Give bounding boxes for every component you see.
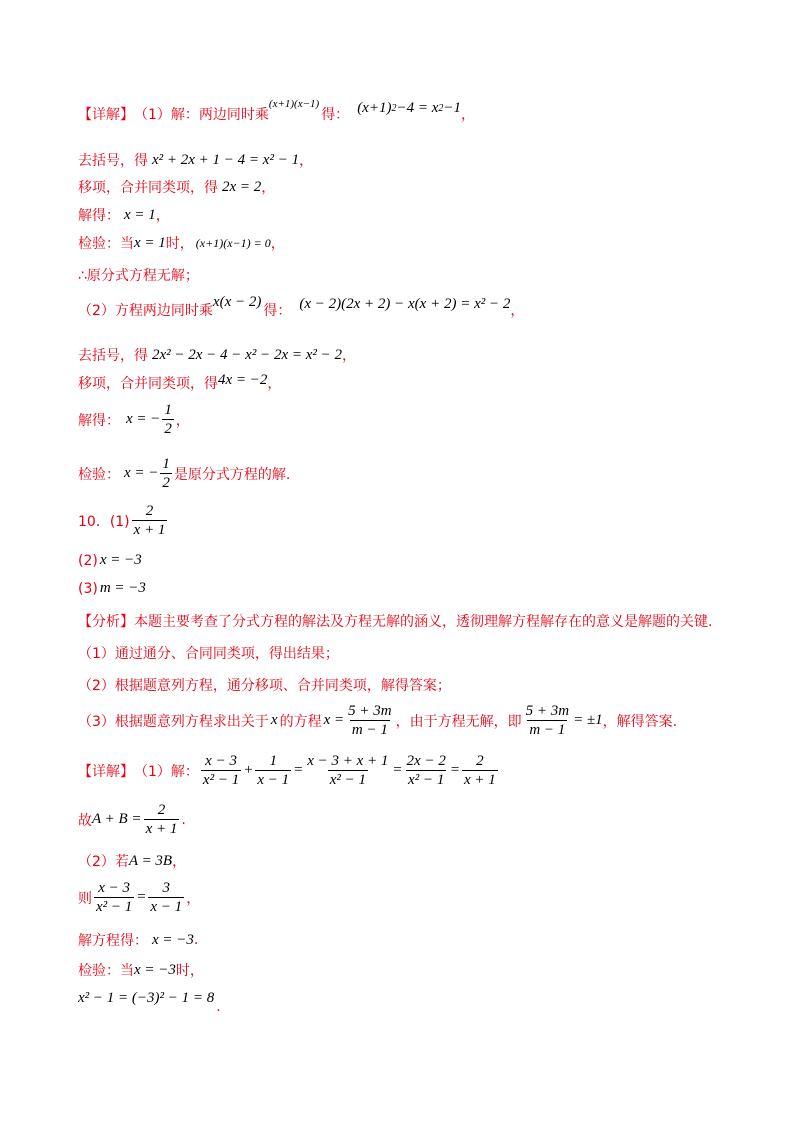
gu-lhs: A + B =	[92, 811, 142, 827]
part2-multiplier: x(x − 2)	[212, 293, 262, 310]
d-check-line	[78, 960, 204, 980]
d2-end: ，	[172, 854, 187, 870]
fraction-numerator: 5 + 3m	[348, 703, 392, 719]
move-label: 移项，合并同类项，得	[78, 180, 218, 196]
de-label: 得：	[321, 107, 350, 123]
detail-tag: 【详解】	[78, 107, 134, 123]
fraction-denominator: m − 1	[351, 722, 388, 738]
part2-end: ，	[510, 303, 525, 319]
p2-check-tail: 是原分式方程的解.	[173, 466, 291, 483]
gu-fraction	[144, 802, 180, 837]
check-eq2: (x+1)(x−1) = 0	[195, 235, 271, 250]
comma: ，	[461, 107, 475, 123]
a3-text1: （3）根据题意列方程求出关于	[78, 713, 269, 730]
p2-check-label: 检验：	[78, 466, 120, 483]
multiplier-expr: (x+1)(x−1)	[268, 98, 320, 110]
d2-line	[78, 851, 186, 871]
d2-label: （2）若	[78, 854, 129, 870]
eq-part-c: −1	[443, 99, 461, 116]
analysis-point-2-text: （2）根据题意列方程，通分移项、合并同类项，解得答案；	[78, 678, 451, 694]
d-check-eq: x = −3	[134, 961, 176, 978]
d-last-line	[78, 990, 221, 1015]
d-solve-label: 解方程得：	[78, 933, 148, 949]
analysis-point-2	[78, 675, 451, 695]
p2-solve-end: ，	[175, 412, 190, 429]
eq-sup-2b: 2	[438, 102, 444, 114]
ze-fraction-1	[94, 880, 134, 915]
analysis-text: 本题主要考查了分式方程的解法及方程无解的涵义，透彻理解方程解存在的意义是解题的关键.	[134, 614, 713, 630]
q10-3-label: (3)	[78, 580, 98, 597]
d1-plus: +	[243, 762, 254, 778]
fraction-numerator: 2	[157, 802, 166, 818]
detail-line-1	[78, 98, 475, 124]
p2-expand-line	[78, 345, 356, 365]
gu-label: 故	[78, 812, 92, 829]
d1-fraction-2	[255, 753, 291, 788]
eq-part-a: (x+1)	[357, 99, 392, 116]
eq-part-b: −4 = x	[396, 99, 439, 116]
check-end: ，	[270, 236, 285, 252]
expand-label: 去括号，得	[78, 153, 148, 169]
p2-expand-eq: 2x² − 2x − 4 − x² − 2x = x² − 2	[152, 346, 343, 363]
p2-expand-end: ，	[342, 348, 357, 364]
gu-end: .	[181, 811, 186, 828]
fraction-numerator: x − 3	[98, 880, 131, 896]
a3-fraction	[346, 703, 393, 738]
expand-eq: x² + 2x + 1 − 4 = x² − 1	[152, 151, 300, 168]
p2-solve-lhs: x = −	[126, 411, 161, 427]
check-eq: x = 1	[134, 234, 166, 251]
fraction-denominator: 2	[162, 475, 170, 491]
solve-label: 解得：	[78, 208, 120, 224]
p2-solve-line	[78, 402, 190, 437]
solve-eq: x = 1	[124, 206, 156, 223]
detail2-line	[78, 753, 500, 788]
p2-move-end: ，	[267, 376, 282, 392]
part2-text: （2）方程两边同时乘	[78, 303, 213, 319]
ze-end: ，	[186, 890, 201, 907]
fraction-numerator: 2x − 2	[406, 753, 446, 769]
check-label2: 时，	[165, 236, 194, 252]
p2-move-line	[78, 373, 281, 393]
d-last-eq: x² − 1 = (−3)² − 1 = 8	[78, 990, 215, 1006]
d1-fraction-1	[201, 753, 241, 788]
ze-eq: =	[136, 889, 147, 905]
fraction-denominator: x + 1	[463, 772, 496, 788]
analysis-point-1	[78, 643, 339, 663]
fraction-denominator: x² − 1	[96, 899, 133, 915]
ze-line	[78, 880, 200, 915]
fraction-denominator: x² − 1	[329, 772, 366, 788]
d1-eq3: =	[449, 762, 460, 778]
d1-eq1: =	[293, 762, 304, 778]
p2-check-fraction	[160, 456, 172, 491]
a3-text4: ，解得答案.	[602, 713, 678, 730]
d1-fraction-3	[305, 753, 390, 788]
p2-expand-label: 去括号，得	[78, 348, 148, 364]
fraction-denominator: x − 1	[150, 899, 183, 915]
d-solve-line	[78, 930, 198, 950]
q10-3-line	[78, 580, 146, 597]
q10-2-eq: x = −3	[99, 552, 142, 568]
solve-end: ，	[155, 208, 170, 224]
a3-lhs: x =	[323, 712, 345, 728]
check-label: 检验：当	[78, 236, 134, 252]
solve-line	[78, 205, 170, 225]
p2-check-line	[78, 456, 290, 491]
part2-eq: (x − 2)(2x + 2) − x(x + 2) = x² − 2	[299, 295, 511, 312]
fraction-denominator: x + 1	[145, 821, 178, 837]
fraction-numerator: 3	[162, 880, 171, 896]
gu-line	[78, 802, 186, 837]
fraction-denominator: x + 1	[133, 522, 166, 538]
d-solve-end: .	[193, 932, 199, 948]
a3-fraction-2	[524, 703, 571, 738]
expand-end: ，	[299, 153, 314, 169]
q10-fraction	[132, 503, 168, 538]
analysis-point-3	[78, 703, 677, 738]
q10-3-eq: m = −3	[99, 580, 146, 596]
fraction-denominator: 2	[164, 421, 172, 437]
d1-fraction-5	[462, 753, 498, 788]
fraction-denominator: x − 1	[257, 772, 290, 788]
fraction-numerator: x − 3 + x + 1	[307, 753, 389, 769]
d-solve-eq: x = −3	[152, 931, 194, 948]
d1-fraction-4	[405, 753, 448, 788]
fraction-numerator: 1	[162, 456, 170, 472]
a3-text3: ，由于方程无解，即	[395, 713, 522, 730]
a3-rhs: = ±1	[573, 712, 603, 728]
fraction-denominator: x² − 1	[202, 772, 240, 788]
ze-fraction-2	[148, 880, 184, 915]
ze-label: 则	[78, 890, 92, 907]
analysis-tag: 【分析】	[78, 614, 134, 630]
fraction-denominator: m − 1	[529, 722, 566, 738]
p2-solve-fraction	[162, 402, 174, 437]
fraction-numerator: x − 3	[205, 753, 237, 769]
move-line	[78, 177, 275, 197]
check-line	[78, 233, 285, 253]
p2-solve-label: 解得：	[78, 412, 120, 429]
p2-move-label: 移项，合并同类项，得	[78, 376, 218, 392]
d-last-end: .	[216, 998, 221, 1015]
d-check-label: 检验：当	[78, 963, 134, 979]
q10-2-label: (2)	[78, 552, 98, 569]
fraction-numerator: 5 + 3m	[525, 703, 570, 719]
fraction-numerator: 1	[269, 753, 277, 769]
part2-line	[78, 293, 525, 320]
analysis-point-1-text: （1）通过通分、合同同类项，得出结果；	[78, 646, 339, 662]
a3-text2: 的方程	[279, 713, 322, 730]
d-check-label2: 时，	[175, 963, 204, 979]
detail2-text: （1）解：	[134, 763, 199, 780]
expand-line	[78, 150, 313, 170]
fraction-denominator: x² − 1	[408, 772, 445, 788]
fraction-numerator: 2	[476, 753, 484, 769]
a3-x: x	[270, 712, 278, 728]
d1-eq2: =	[392, 762, 403, 778]
p2-move-eq: 4x = −2	[218, 371, 268, 388]
analysis-line	[78, 611, 712, 631]
detail2-tag: 【详解】	[78, 763, 134, 780]
fraction-numerator: 2	[145, 503, 154, 519]
q10-line	[78, 503, 169, 538]
d2-eq: A = 3B	[128, 852, 173, 869]
conclusion-text: ∴原分式方程无解；	[78, 268, 199, 284]
move-end: ，	[261, 180, 276, 196]
eq-sup-2: 2	[391, 102, 397, 114]
part2-de: 得：	[263, 303, 292, 319]
q10-2-line	[78, 552, 142, 569]
p2-check-lhs: x = −	[124, 465, 159, 481]
fraction-numerator: 1	[164, 402, 172, 418]
conclusion-line	[78, 265, 199, 285]
move-eq: 2x = 2	[222, 178, 262, 195]
q10-label: 10．(1)	[78, 513, 130, 530]
detail-text: （1）解：两边同时乘	[134, 107, 269, 123]
